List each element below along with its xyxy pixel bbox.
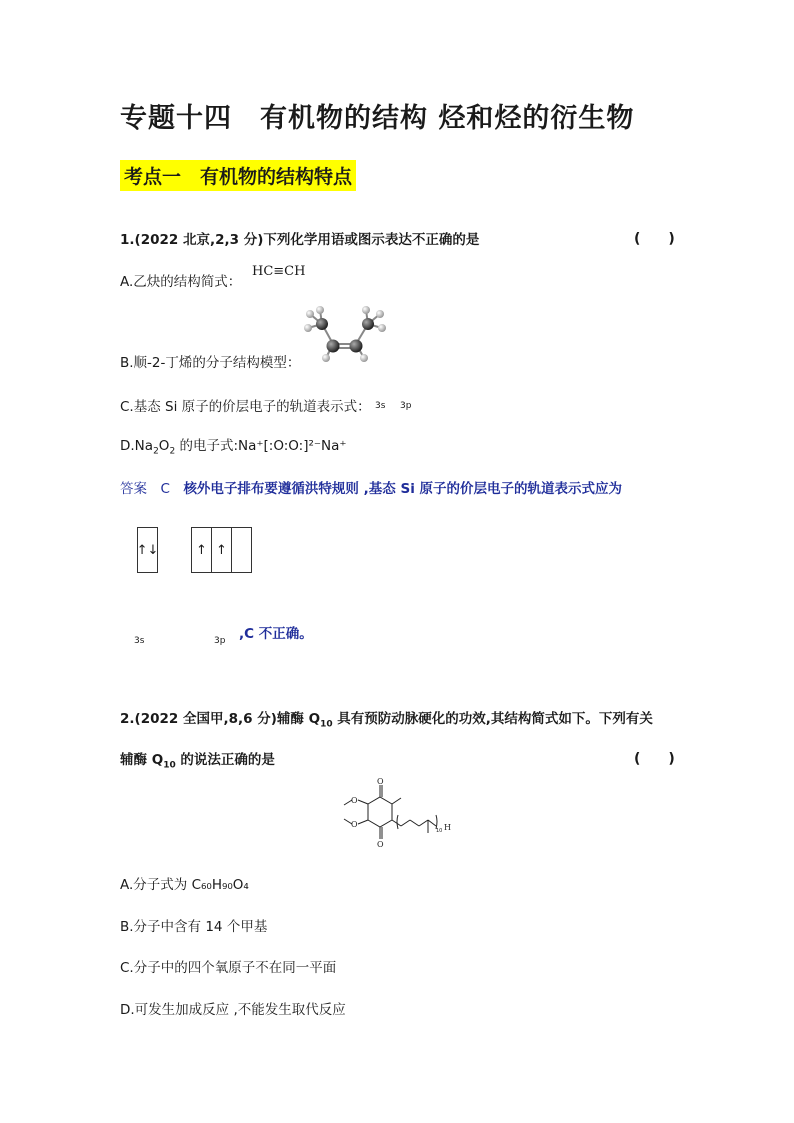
- q2-option-a: A.分子式为 C₆₀H₉₀O₄: [120, 877, 249, 893]
- q1-answer: 答案 C 核外电子排布要遵循洪特规则 ,基态 Si 原子的价层电子的轨道表示式应为: [120, 481, 623, 497]
- q1-option-a-label: A.乙炔的结构简式：: [120, 274, 242, 290]
- cis-2-butene-model: [298, 302, 393, 364]
- orbital-3s-label: 3s: [134, 636, 145, 646]
- q1-paren: ( ): [634, 231, 675, 247]
- q1-answer-tail: ,C 不正确。: [239, 626, 313, 642]
- q1-option-b-label: B.顺-2-丁烯的分子结构模型：: [120, 355, 301, 371]
- svg-text:O: O: [377, 840, 384, 849]
- q1-option-d: $D.Na_2O_2$ 的电子式:Na⁺[:O:O:]²⁻Na⁺: [120, 438, 347, 457]
- q2-option-d: D.可发生加成反应 ,不能发生取代反应: [120, 1002, 346, 1018]
- q2-paren: ( ): [634, 751, 675, 767]
- coenzyme-q10-structure: [336, 775, 456, 860]
- page-title: 专题十四 有机物的结构 烃和烃的衍生物: [120, 103, 635, 134]
- q2-option-c: C.分子中的四个氧原子不在同一平面: [120, 960, 337, 976]
- q1-c-3p: 3p: [400, 401, 412, 411]
- q2-option-b: B.分子中含有 14 个甲基: [120, 919, 268, 935]
- section-heading: 考点一 有机物的结构特点: [120, 160, 356, 191]
- orbital-3p-label: 3p: [214, 636, 226, 646]
- q1-stem: 1.(2022 北京,2,3 分)下列化学用语或图示表达不正确的是: [120, 232, 480, 248]
- q1-option-c-label: C.基态 Si 原子的价层电子的轨道表示式：: [120, 399, 371, 415]
- svg-text:O: O: [351, 820, 358, 829]
- svg-text:O: O: [377, 777, 384, 786]
- q1-option-a-formula: HC≡CH: [252, 264, 306, 279]
- orbital-3p-box: ↑ ↑: [191, 527, 252, 573]
- q10-subscript: 10: [436, 828, 443, 834]
- svg-text:O: O: [351, 796, 358, 805]
- q1-c-3s: 3s: [375, 401, 386, 411]
- q2-stem-line2: 辅酶 $Q_{10}$ 的说法正确的是: [120, 752, 275, 771]
- q10-h: H: [444, 823, 451, 832]
- q2-stem-line1: 2.(2022 全国甲,8,6 分)辅酶 $Q_{10}$ 具有预防动脉硬化的功效,其结构简式如下。下列有关: [120, 711, 653, 730]
- orbital-3s-box: ↑↓: [137, 527, 158, 573]
